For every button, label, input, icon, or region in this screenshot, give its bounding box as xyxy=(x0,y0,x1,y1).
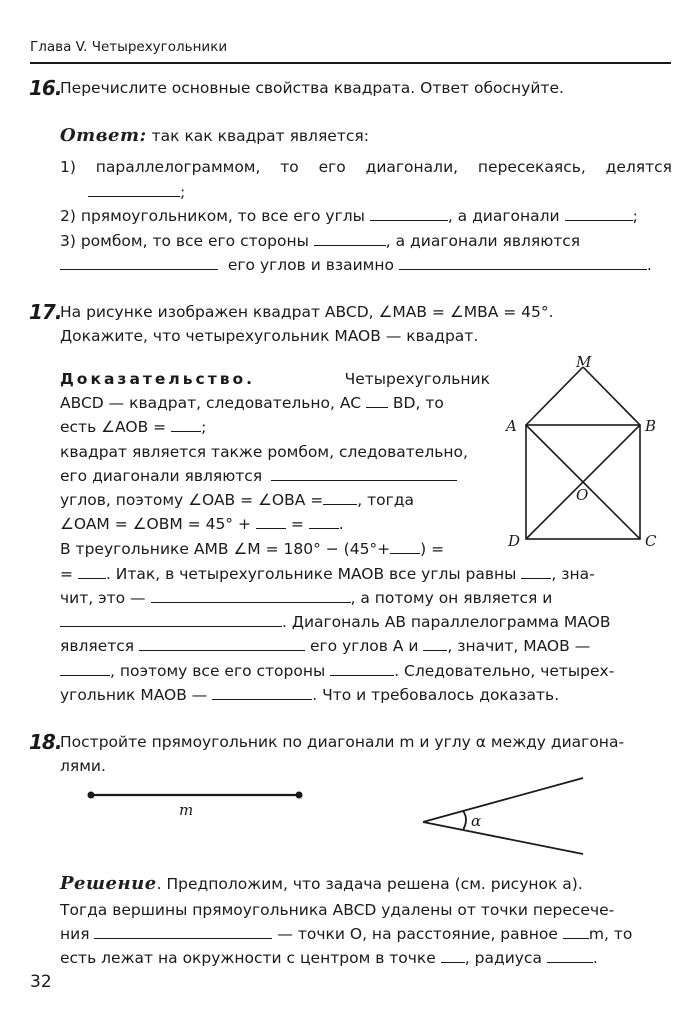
blank[interactable] xyxy=(521,565,551,579)
proof-l6-text: углов, поэтому ∠OAB = ∠OBA = xyxy=(60,491,324,509)
proof-l8-text: В треугольнике AMB ∠M = 180° − (45°+ xyxy=(60,540,391,558)
p16-item3-text-c: его углов и взаимно xyxy=(227,256,394,274)
angle-ray-upper xyxy=(423,778,583,822)
blank[interactable] xyxy=(60,256,218,270)
chapter-title: Глава V. Четырехугольники xyxy=(30,39,228,55)
blank[interactable] xyxy=(565,207,633,221)
proof-l12-text-b: его углов A и xyxy=(309,637,419,655)
solution-line-4 xyxy=(60,946,672,970)
answer-label: Ответ: xyxy=(60,125,147,146)
proof-l8-text-b: ) = xyxy=(420,540,445,558)
page-number: 32 xyxy=(30,972,52,992)
blank[interactable] xyxy=(212,686,312,700)
solution-s3-text-c: m, то xyxy=(588,925,633,943)
blank[interactable] xyxy=(423,637,447,651)
proof-l9-eq: = xyxy=(60,565,73,583)
blank[interactable] xyxy=(151,589,351,603)
proof-line-3 xyxy=(60,415,490,439)
angle-arc xyxy=(463,811,466,830)
blank[interactable] xyxy=(309,515,339,529)
solution-s4-text: есть лежат на окружности с центром в точке xyxy=(60,949,436,967)
blank[interactable] xyxy=(78,565,106,579)
problem-18-number: 18. xyxy=(29,730,62,754)
proof-l13-text: , поэтому все его стороны xyxy=(110,662,326,680)
problem-16-number: 16. xyxy=(29,76,62,100)
proof-l10-text-b: , а потому он является и xyxy=(350,589,553,607)
p16-item1-cont xyxy=(88,180,700,204)
blank[interactable] xyxy=(330,662,394,676)
blank[interactable] xyxy=(171,418,201,432)
proof-line-13 xyxy=(60,659,672,683)
proof-l3-text: есть ∠AOB = xyxy=(60,418,167,436)
solution-s3-text: ния xyxy=(60,925,90,943)
solution-s1: . Предположим, что задача решена (см. рисунок а). xyxy=(156,875,583,893)
blank[interactable] xyxy=(547,949,593,963)
blank[interactable] xyxy=(366,394,388,408)
label-d: D xyxy=(508,532,521,550)
segment-mb xyxy=(583,367,640,425)
blank[interactable] xyxy=(60,613,282,627)
problem-16-question: Перечислите основные свойства квадрата. Ответ обоснуйте. xyxy=(60,79,564,97)
problem-17-q1: На рисунке изображен квадрат ABCD, ∠MAB = ∠MBA = 45°. xyxy=(60,303,554,321)
blank[interactable] xyxy=(271,467,457,481)
p16-item3-text-b: , а диагонали являются xyxy=(385,232,581,250)
proof-line-5 xyxy=(60,464,490,488)
proof-l14-text: угольник MAOB — xyxy=(60,686,208,704)
answer-intro-line xyxy=(60,124,672,148)
blank[interactable] xyxy=(563,925,589,939)
proof-l5-text: его диагонали являются xyxy=(60,467,263,485)
blank[interactable] xyxy=(441,949,465,963)
proof-l10-text: чит, это — xyxy=(60,589,146,607)
proof-l1-text: Четырехугольник xyxy=(344,370,490,388)
label-o: O xyxy=(576,486,589,504)
proof-line-12 xyxy=(60,634,672,658)
p16-item1-end: ; xyxy=(180,183,186,201)
label-b: B xyxy=(645,417,657,435)
blank[interactable] xyxy=(256,515,286,529)
proof-line-10 xyxy=(60,586,672,610)
blank[interactable] xyxy=(88,183,180,197)
proof-l3-end: ; xyxy=(201,418,207,436)
problem-17-q2: Докажите, что четырехугольник MAOB — квадрат. xyxy=(60,327,479,345)
solution-label: Решение xyxy=(60,873,157,894)
blank[interactable] xyxy=(399,256,647,270)
proof-l12-text: является xyxy=(60,637,135,655)
blank[interactable] xyxy=(94,925,272,939)
proof-line-11 xyxy=(60,610,672,634)
p16-item3-line xyxy=(60,229,672,253)
solution-line-2: Тогда вершины прямоугольника ABCD удалены от точки пересече- xyxy=(60,901,615,919)
proof-line-8 xyxy=(60,537,490,561)
proof-label: Доказательство. xyxy=(60,370,256,388)
proof-line-9 xyxy=(60,562,672,586)
angle-alpha-figure xyxy=(415,772,595,862)
solution-s3-text-b: — точки O, на расстояние, равное xyxy=(277,925,558,943)
proof-l2-text-b: BD, то xyxy=(392,394,444,412)
blank[interactable] xyxy=(60,662,110,676)
blank[interactable] xyxy=(323,491,357,505)
segment-m-figure xyxy=(80,780,320,830)
p16-item1-line xyxy=(60,155,672,179)
proof-l7-eq: = xyxy=(290,515,304,533)
segment-endpoint xyxy=(296,792,303,799)
proof-l11-text: . Диагональ AB параллелограмма MAOB xyxy=(282,613,611,631)
proof-l12-text-c: , значит, MAOB — xyxy=(447,637,591,655)
solution-line-1 xyxy=(60,872,672,896)
proof-l7-text: ∠OAM = ∠OBM = 45° + xyxy=(60,515,251,533)
p16-item3-text: 3) ромбом, то все его стороны xyxy=(60,232,309,250)
blank[interactable] xyxy=(370,207,448,221)
problem-17-number: 17. xyxy=(29,300,62,324)
p16-item2-text: 2) прямоугольником, то все его углы xyxy=(60,207,365,225)
answer-intro: так как квадрат является: xyxy=(146,127,369,145)
p16-item1-text: 1) параллелограммом, то его диагонали, пересекаясь, делятся xyxy=(60,158,672,176)
proof-l9-text: . Итак, в четырехугольнике MAOB все углы равны xyxy=(105,565,517,583)
blank[interactable] xyxy=(314,232,386,246)
label-c: C xyxy=(645,532,657,550)
angle-ray-lower xyxy=(423,822,583,854)
p16-item2-end: ; xyxy=(632,207,638,225)
proof-l13-text-b: . Следовательно, четырех- xyxy=(394,662,615,680)
proof-l7-end: . xyxy=(338,515,344,533)
solution-s4-end: . xyxy=(592,949,598,967)
chapter-header xyxy=(30,38,671,64)
proof-line-4: квадрат является также ромбом, следовательно, xyxy=(60,443,468,461)
p16-item3-cont xyxy=(60,253,672,277)
p16-item2-line xyxy=(60,204,672,228)
problem-18-q2: лями. xyxy=(60,757,106,775)
blank[interactable] xyxy=(390,540,420,554)
solution-line-3 xyxy=(60,922,672,946)
proof-l14-text-b: . Что и требовалось доказать. xyxy=(312,686,560,704)
p16-item2-text-b: , а диагонали xyxy=(447,207,560,225)
segment-m-label: m xyxy=(179,801,194,819)
label-m: M xyxy=(576,353,592,371)
angle-alpha-label: α xyxy=(471,812,482,830)
label-a: A xyxy=(506,417,517,435)
proof-line-14 xyxy=(60,683,672,707)
solution-s4-text-b: , радиуса xyxy=(464,949,542,967)
proof-line-2 xyxy=(60,391,490,415)
problem-18-q1: Постройте прямоугольник по диагонали m и углу α между диагона- xyxy=(60,733,625,751)
proof-l6-text-b: , тогда xyxy=(357,491,415,509)
blank[interactable] xyxy=(139,637,305,651)
square-figure xyxy=(500,352,670,552)
p16-item3-end: . xyxy=(646,256,652,274)
proof-l2-text: ABCD — квадрат, следовательно, AC xyxy=(60,394,362,412)
proof-l9-end: , зна- xyxy=(551,565,595,583)
proof-line-1 xyxy=(60,367,490,391)
proof-line-6 xyxy=(60,488,490,512)
proof-line-7 xyxy=(60,512,490,536)
segment-am xyxy=(526,367,583,425)
segment-endpoint xyxy=(88,792,95,799)
